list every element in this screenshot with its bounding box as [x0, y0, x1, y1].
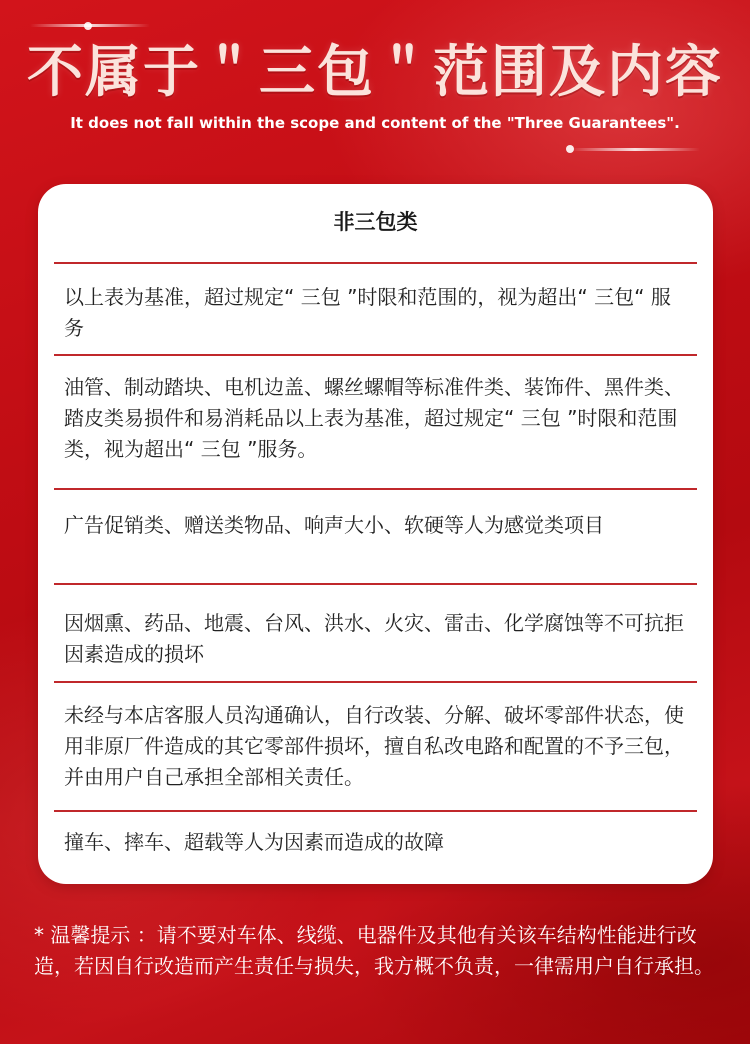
list-item: 未经与本店客服人员沟通确认，自行改装、分解、破坏零部件状态，使用非原厂件造成的其它零部件损坏，擅自私改电路和配置的不予三包，并由用户自己承担全部相关责任。	[64, 703, 684, 789]
content-card	[38, 184, 713, 884]
decorative-light-streak	[570, 148, 700, 151]
warm-tip-notice: * 温馨提示 ：请不要对车体、线缆、电器件及其他有关该车结构性能进行改造，若因自行改造而产生责任与损失，我方概不负责，一律需用户自行承担。	[34, 923, 714, 978]
list-item: 因烟熏、药品、地震、台风、洪水、火灾、雷击、化学腐蚀等不可抗拒因素造成的损坏	[64, 611, 684, 666]
list-item: 撞车、摔车、超载等人为因素而造成的故障	[64, 830, 444, 854]
list-item: 油管、制动踏块、电机边盖、螺丝螺帽等标准件类、装饰件、黑件类、踏皮类易损件和易消耗品以上表为基准，超过规定“ 三包 ”时限和范围类，视为超出“ 三包 ”服务。	[64, 375, 684, 461]
row-divider	[54, 583, 697, 585]
page-title: 不属于＂三包＂范围及内容	[27, 40, 723, 105]
row-divider	[54, 810, 697, 812]
list-item: 以上表为基准，超过规定“ 三包 ”时限和范围的，视为超出“ 三包“ 服务	[64, 285, 671, 340]
row-divider	[54, 488, 697, 490]
row-divider	[54, 354, 697, 356]
row-divider	[54, 262, 697, 264]
card-heading: 非三包类	[333, 210, 418, 234]
page-subtitle: It does not fall within the scope and content of the "Three Guarantees".	[70, 114, 680, 132]
decorative-light-dot	[566, 145, 574, 153]
row-divider	[54, 681, 697, 683]
list-item: 广告促销类、赠送类物品、响声大小、软硬等人为感觉类项目	[64, 513, 604, 537]
